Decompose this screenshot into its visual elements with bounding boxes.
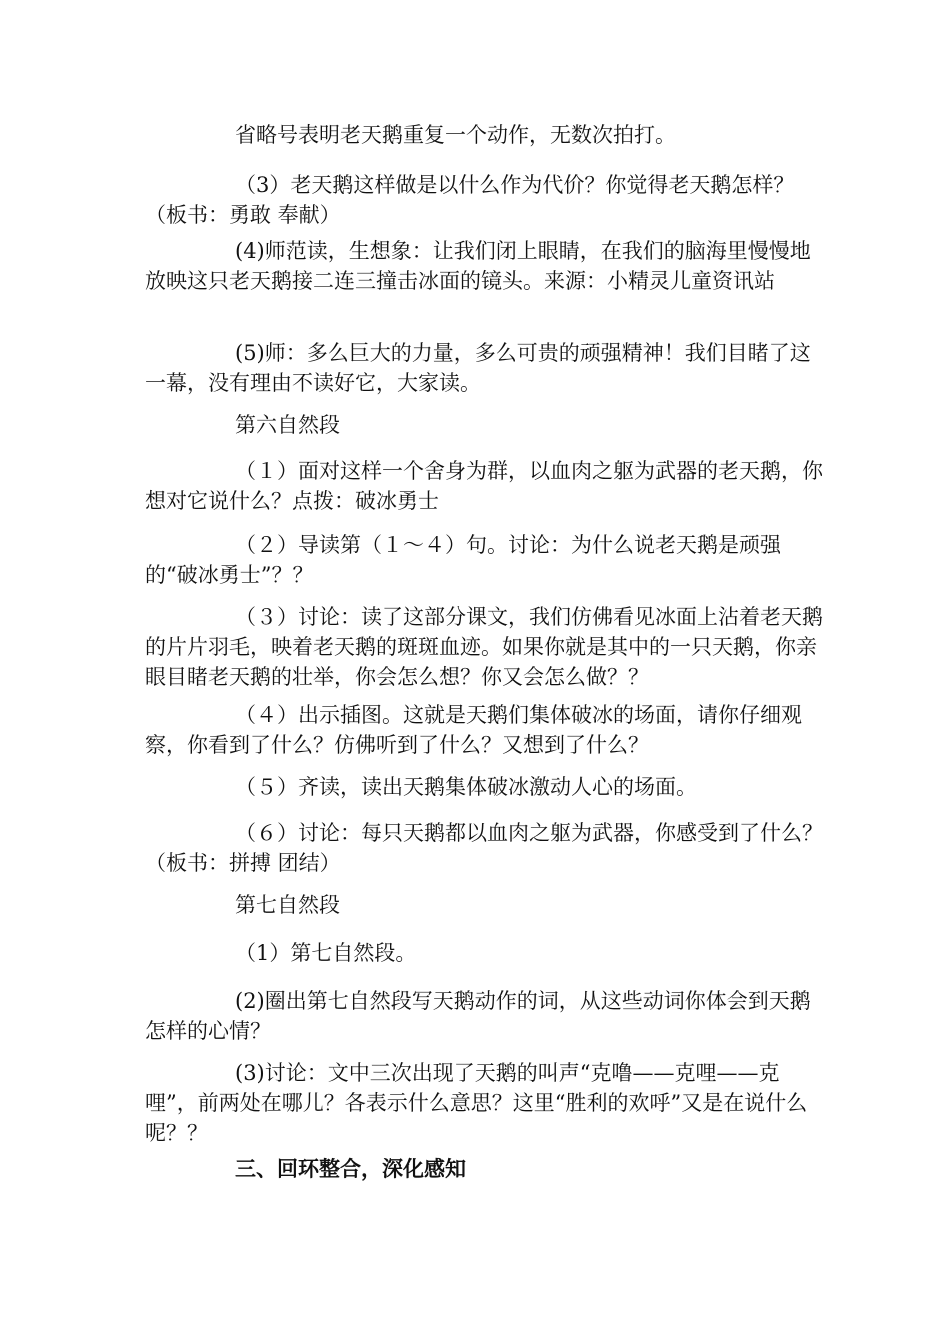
section-heading-paragraph-six: 第六自然段	[235, 413, 340, 437]
paragraph-seven-item-2: (2)圈出第七自然段写天鹅动作的词，从这些动词你体会到天鹅怎样的心情？	[145, 989, 811, 1043]
paragraph-seven-item-3: (3)讨论：文中三次出现了天鹅的叫声“克噜——克哩——克哩”，前两处在哪儿？各表示什么意思？这里“胜利的欢呼”又是在说什么呢？？	[145, 1061, 808, 1145]
section-heading-part-three: 三、回环整合，深化感知	[235, 1156, 466, 1181]
paragraph-six-item-1: （１）面对这样一个舍身为群，以血肉之躯为武器的老天鹅，你想对它说什么？点拨：破冰勇士	[145, 459, 823, 513]
paragraph-six-item-2: （２）导读第（１～４）句。讨论：为什么说老天鹅是顽强的“破冰勇士”？？	[145, 533, 781, 587]
paragraph-step-4-teacher-reading: (4)师范读，生想象：让我们闭上眼睛，在我们的脑海里慢慢地放映这只老天鹅接二连三撞击冰面的镜头。来源：小精灵儿童资讯站	[145, 239, 811, 293]
paragraph-six-item-4: （４）出示插图。这就是天鹅们集体破冰的场面，请你仔细观察，你看到了什么？仿佛听到了什么？又想到了什么？	[145, 703, 802, 757]
paragraph-six-item-5: （５）齐读，读出天鹅集体破冰激动人心的场面。	[235, 775, 697, 799]
paragraph-seven-item-1: （1）第七自然段。	[235, 941, 417, 965]
paragraph-six-item-3: （３）讨论：读了这部分课文，我们仿佛看见冰面上沾着老天鹅的片片羽毛，映着老天鹅的斑斑血迹。如果你就是其中的一只天鹅，你亲眼目睹老天鹅的壮举，你会怎么想？你又会怎么做？？	[145, 605, 823, 689]
section-heading-paragraph-seven: 第七自然段	[235, 893, 340, 917]
paragraph-question-3-cost: （3）老天鹅这样做是以什么作为代价？你觉得老天鹅怎样？（板书：勇敢 奉献）	[145, 173, 795, 227]
paragraph-step-5-teacher-comment: (5)师：多么巨大的力量，多么可贵的顽强精神！我们目睹了这一幕，没有理由不读好它，大家读。	[145, 341, 811, 395]
paragraph-ellipsis-meaning: 省略号表明老天鹅重复一个动作，无数次拍打。	[235, 123, 676, 147]
paragraph-six-item-6: （６）讨论：每只天鹅都以血肉之躯为武器，你感受到了什么？（板书：拼搏 团结）	[145, 821, 823, 875]
